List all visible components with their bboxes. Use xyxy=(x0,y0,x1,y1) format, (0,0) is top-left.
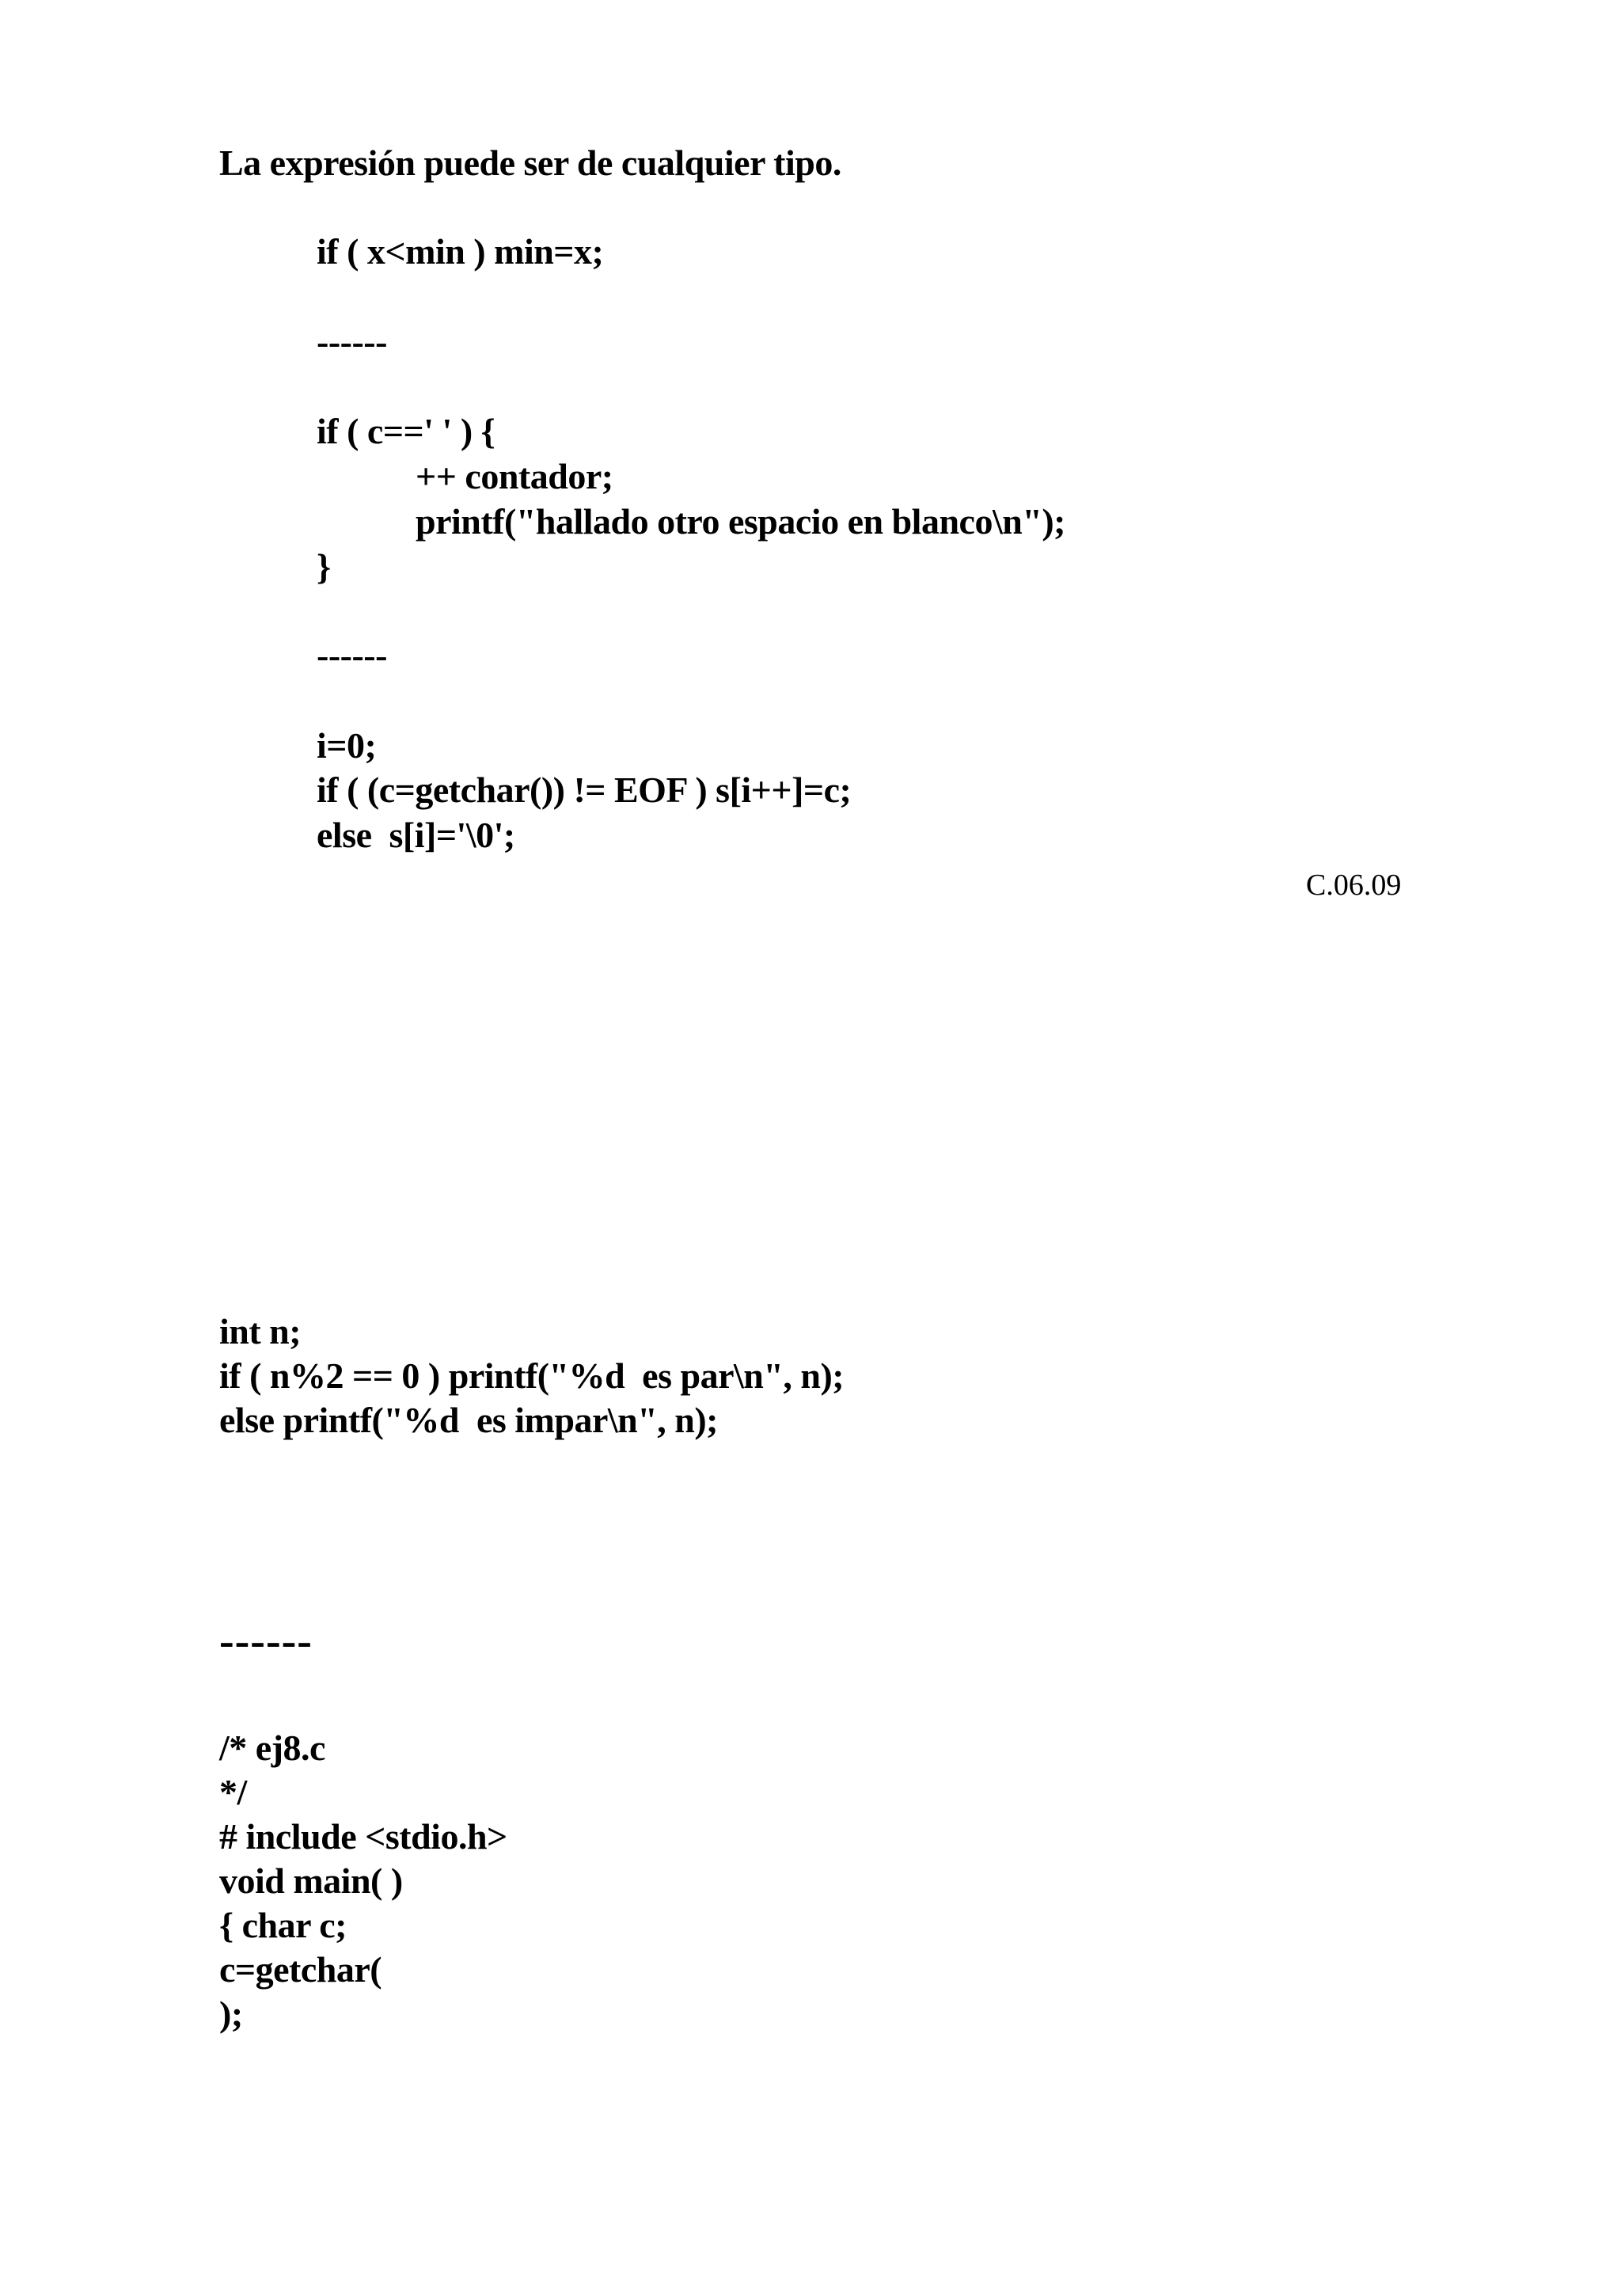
code-line-if-space: if ( c==' ' ) { xyxy=(317,411,495,451)
code-line-getchar: c=getchar( xyxy=(219,1949,382,1990)
code-line-if-getchar: if ( (c=getchar()) != EOF ) s[i++]=c; xyxy=(317,770,852,810)
code-line-main: void main( ) xyxy=(219,1861,403,1901)
page-code: C.06.09 xyxy=(1306,869,1402,902)
code-line-printf-space: printf("hallado otro espacio en blanco\n"); xyxy=(416,501,1065,542)
code-line-char-c: { char c; xyxy=(219,1905,347,1945)
code-line-if-min: if ( x<min ) min=x; xyxy=(317,231,604,272)
code-line-int-n: int n; xyxy=(219,1311,302,1351)
separator-3: ------ xyxy=(219,1617,313,1666)
intro-text: La expresión puede ser de cualquier tipo. xyxy=(219,143,841,183)
code-line-comment-start: /* ej8.c xyxy=(219,1728,325,1768)
code-line-else-odd: else printf("%d es impar\n", n); xyxy=(219,1400,718,1440)
code-line-close-paren: ); xyxy=(219,1994,243,2034)
separator-1: ------ xyxy=(317,321,387,362)
code-line-close-brace: } xyxy=(317,546,331,587)
separator-2: ------ xyxy=(317,635,387,675)
code-line-increment: ++ contador; xyxy=(416,456,613,496)
code-line-include: # include <stdio.h> xyxy=(219,1816,507,1857)
code-line-if-even: if ( n%2 == 0 ) printf("%d es par\n", n); xyxy=(219,1355,845,1396)
code-line-comment-end: */ xyxy=(219,1772,247,1812)
code-line-else-null: else s[i]='\0'; xyxy=(317,815,515,855)
code-line-i-zero: i=0; xyxy=(317,725,377,766)
